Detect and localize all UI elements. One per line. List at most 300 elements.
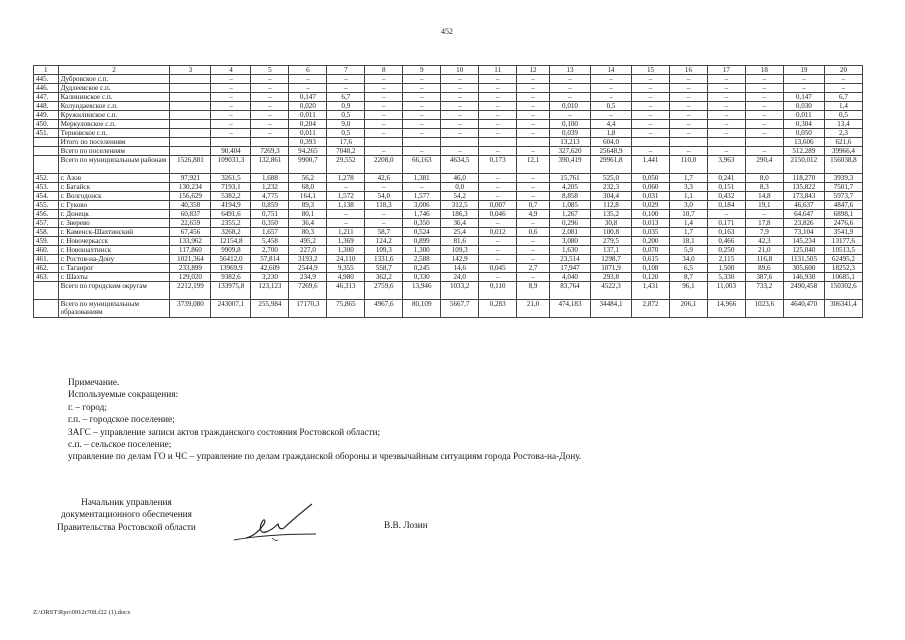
signatory-position-line: Правительства Ростовской области [57,522,196,533]
column-header: 12 [517,66,550,75]
table-cell: – [549,75,590,84]
table-cell: 1071,9 [591,264,632,273]
table-cell: – [365,120,403,129]
table-cell: – [251,93,289,102]
table-cell: 22,659 [170,219,211,228]
table-cell: 58,7 [365,228,403,237]
row-name: г. Шахты [58,273,170,282]
table-cell: 89,3 [289,201,327,210]
table-cell: – [289,75,327,84]
table-cell [170,120,211,129]
table-cell: – [327,75,365,84]
table-cell: 0,050 [632,174,670,183]
column-header: 17 [707,66,745,75]
table-cell: – [479,192,517,201]
table-cell [211,138,251,147]
table-cell: 1,267 [549,210,590,219]
table-cell: 305,600 [783,264,824,273]
table-cell: 0,050 [783,129,824,138]
table-cell: 0,5 [824,111,862,120]
table-row [34,138,863,147]
table-cell: – [211,75,251,84]
table-cell: – [251,84,289,93]
table-cell: – [783,84,824,93]
table-cell: 156,629 [170,192,211,201]
table-cell: – [745,93,783,102]
table-cell: – [479,75,517,84]
table-cell: – [591,111,632,120]
table-cell: 2476,6 [824,219,862,228]
table-cell: – [669,93,707,102]
table-cell: 0,5 [591,102,632,111]
table-cell: 7501,7 [824,183,862,192]
table-cell: 206,1 [669,300,707,318]
table-cell: – [211,129,251,138]
table-cell: 293,8 [591,273,632,282]
table-cell: – [441,102,479,111]
table-cell: 9382,6 [211,273,251,282]
table-cell: 24,110 [327,255,365,264]
row-name: г. Зверево [58,219,170,228]
row-name: г. Азов [58,174,170,183]
signatory-position-line: документационного обеспечения [60,510,192,521]
table-cell: 109031,3 [211,156,251,174]
table-cell: 6491,6 [211,210,251,219]
table-cell: 0,010 [549,102,590,111]
table-cell: 0,011 [783,111,824,120]
table-cell: 4967,6 [365,300,403,318]
table-cell: 312,5 [441,201,479,210]
table-cell: 512,289 [783,147,824,156]
table-cell: 23,514 [549,255,590,264]
table-cell: – [251,75,289,84]
table-cell: 0,070 [632,246,670,255]
table-cell: 0,5 [327,111,365,120]
table-cell: 133975,8 [211,282,251,300]
note-line: г. – город; [68,402,107,413]
table-cell: 54,2 [441,192,479,201]
table-cell: 42,6 [365,174,403,183]
table-cell: 0,0 [441,183,479,192]
table-cell [170,147,211,156]
note-line: с.п. – сельское поселение; [68,440,172,451]
table-cell: – [403,147,441,156]
column-header: 3 [170,66,211,75]
table-cell: 0,039 [549,129,590,138]
row-number: 455. [34,201,59,210]
row-name: Итого по поселениям [58,138,170,147]
table-cell: – [403,120,441,129]
table-cell: 1,688 [251,174,289,183]
table-cell: – [479,111,517,120]
table-cell: 0,012 [479,228,517,237]
table-cell: 4634,5 [441,156,479,174]
table-cell: – [327,183,365,192]
table-cell [170,93,211,102]
row-number: 448. [34,102,59,111]
table-cell: 4640,470 [783,300,824,318]
table-cell: 3261,5 [211,174,251,183]
table-cell: 130,234 [170,183,211,192]
table-cell: 81,6 [441,237,479,246]
table-cell: – [745,102,783,111]
table-cell: 18,1 [669,237,707,246]
row-number: 453. [34,183,59,192]
table-cell: 0,013 [632,219,670,228]
table-cell: 90,404 [211,147,251,156]
table-cell: 2759,6 [365,282,403,300]
table-cell [517,138,550,147]
column-header: 20 [824,66,862,75]
table-cell: 0,035 [632,228,670,237]
table-cell: 0,350 [251,219,289,228]
handwritten-signature [226,500,336,555]
table-cell: 66,163 [403,156,441,174]
table-cell [170,138,211,147]
table-cell: 14,966 [707,300,745,318]
file-path: Z:\ORST\Rpo\0912r708.f22 (1).docx [33,609,131,616]
table-row [34,192,863,201]
table-cell: – [707,111,745,120]
note-line: Примечание. [68,378,120,388]
table-cell: – [824,75,862,84]
table-cell: 2355,2 [211,219,251,228]
table-cell: 0,751 [251,210,289,219]
table-cell: 110,0 [669,156,707,174]
table-cell: 1,138 [327,201,365,210]
table-cell: 0,5 [327,129,365,138]
table-cell: 83,764 [549,282,590,300]
table-cell: 29961,8 [591,156,632,174]
table-cell: – [745,147,783,156]
table-cell: 80,109 [403,300,441,318]
table-cell: 0,046 [479,210,517,219]
table-cell: 46,313 [327,282,365,300]
notes-block [68,377,581,464]
table-cell: 13969,9 [211,264,251,273]
table-cell: – [632,147,670,156]
table-cell: 0,200 [632,237,670,246]
table-cell: 0,184 [707,201,745,210]
table-cell: 1,1 [669,192,707,201]
table-cell: 1,085 [549,201,590,210]
table-cell: 243007,1 [211,300,251,318]
table-cell: – [517,120,550,129]
table-cell: 5382,2 [211,192,251,201]
table-cell: – [632,93,670,102]
table-row [34,102,863,111]
table-cell: 116,8 [745,255,783,264]
table-cell: 13177,6 [824,237,862,246]
table-cell: 1,300 [403,246,441,255]
table-cell: 5,330 [707,273,745,282]
table-cell: 1526,881 [170,156,211,174]
table-cell: – [707,84,745,93]
table-cell: – [549,84,590,93]
row-name: Всего по поселениям [58,147,170,156]
table-cell: 1131,505 [783,255,824,264]
table-cell: 4847,6 [824,201,862,210]
table-cell: 3541,9 [824,228,862,237]
row-number: 451. [34,129,59,138]
table-cell: 234,9 [289,273,327,282]
table-cell: – [365,111,403,120]
table-cell: 10,7 [669,210,707,219]
table-cell: – [441,129,479,138]
table-cell: 2212,199 [170,282,211,300]
table-cell: – [365,183,403,192]
table-cell: 4,9 [517,210,550,219]
table-cell: 0,147 [289,93,327,102]
row-name: г. Новочеркасск [58,237,170,246]
table-cell: – [591,75,632,84]
table-cell: 19,1 [745,201,783,210]
table-cell: 0,859 [251,201,289,210]
table-cell: 164,1 [289,192,327,201]
table-cell: 39966,4 [824,147,862,156]
table-cell: 0,330 [403,273,441,282]
table-cell: 0,031 [632,192,670,201]
table-cell: – [365,147,403,156]
column-header: 5 [251,66,289,75]
table-cell: – [479,102,517,111]
table-row [34,273,863,282]
table-cell: 255,984 [251,300,289,318]
column-header: 1 [34,66,59,75]
table-cell: 40,358 [170,201,211,210]
table-cell: 1,500 [707,264,745,273]
table-cell: 4,040 [549,273,590,282]
table-cell: – [669,147,707,156]
table-cell: – [632,84,670,93]
row-number [34,138,59,147]
table-cell: – [365,210,403,219]
table-cell: – [669,120,707,129]
table-cell: 9,0 [327,120,365,129]
table-cell: – [707,75,745,84]
table-cell: 6,5 [669,264,707,273]
table-cell: – [251,102,289,111]
table-cell: – [441,147,479,156]
page-number: 452 [441,27,453,36]
row-name: Дудлеевское с.п. [58,84,170,93]
table-cell: 25648,9 [591,147,632,156]
table-row [34,84,863,93]
table-cell: – [517,84,550,93]
row-name: г. Волгодонск [58,192,170,201]
table-cell: 3,963 [707,156,745,174]
table-cell: – [669,129,707,138]
table-row [34,264,863,273]
table-cell: 12,1 [517,156,550,174]
table-cell: 46,0 [441,174,479,183]
row-name: г. Батайск [58,183,170,192]
row-number: 447. [34,93,59,102]
table-cell: 0,393 [289,138,327,147]
table-cell: 5,458 [251,237,289,246]
table-cell: – [251,120,289,129]
table-cell: 12154,8 [211,237,251,246]
row-number: 461. [34,255,59,264]
table-cell: 279,5 [591,237,632,246]
table-row [34,156,863,174]
table-row [34,93,863,102]
table-cell: 362,2 [365,273,403,282]
table-cell: 3,3 [669,183,707,192]
table-cell: 0,245 [403,264,441,273]
table-cell: 0,120 [632,273,670,282]
table-cell: – [669,75,707,84]
table-cell: – [403,93,441,102]
table-cell: 9900,7 [289,156,327,174]
table-cell: – [745,120,783,129]
table-cell: 4194,9 [211,201,251,210]
note-line: ЗАГС – управление записи актов гражданского состояния Ростовской области; [68,427,381,438]
table-cell: 6,7 [824,93,862,102]
column-header: 19 [783,66,824,75]
row-number: 449. [34,111,59,120]
table-cell: 64,647 [783,210,824,219]
row-number: 463. [34,273,59,282]
table-cell: 8,0 [745,174,783,183]
table-cell: 525,0 [591,174,632,183]
table-row [34,120,863,129]
table-cell: – [669,102,707,111]
table-cell: 6,7 [327,93,365,102]
table-cell: 96,1 [669,282,707,300]
table-cell: 15,761 [549,174,590,183]
row-number: 456. [34,210,59,219]
table-row [34,201,863,210]
table-cell: 3,0 [669,201,707,210]
table-cell: 0,045 [479,264,517,273]
table-cell: – [365,129,403,138]
table-cell: 3,230 [251,273,289,282]
data-table-wrapper [33,65,863,318]
table-cell: 34,0 [669,255,707,264]
table-cell: 80,3 [289,228,327,237]
table-cell: – [479,255,517,264]
column-header: 14 [591,66,632,75]
row-name: г. Донецк [58,210,170,219]
row-number: 457. [34,219,59,228]
table-cell: – [403,111,441,120]
table-cell: 0,163 [707,228,745,237]
row-number: 460. [34,246,59,255]
table-cell: 2544,9 [289,264,327,273]
table-cell: – [365,102,403,111]
table-cell: 0,029 [632,201,670,210]
table-cell: 232,3 [591,183,632,192]
table-cell: 75,865 [327,300,365,318]
table-cell: 327,620 [549,147,590,156]
row-number [34,300,59,318]
column-header: 2 [58,66,170,75]
table-cell: – [517,219,550,228]
table-cell: – [211,120,251,129]
table-cell: 4,980 [327,273,365,282]
table-row [34,228,863,237]
table-cell [403,138,441,147]
table-cell: 156038,8 [824,156,862,174]
table-cell: 5667,7 [441,300,479,318]
table-cell: 1,232 [251,183,289,192]
table-cell: 89,6 [745,264,783,273]
table-cell: 1331,6 [365,255,403,264]
table-cell: 0,296 [549,219,590,228]
table-cell: 0,007 [479,201,517,210]
row-number: 445. [34,75,59,84]
table-cell: – [517,111,550,120]
table-cell: 0,100 [632,210,670,219]
row-name: г. Таганрог [58,264,170,273]
table-cell: 0,030 [783,102,824,111]
table-cell: 1298,7 [591,255,632,264]
table-cell: 1021,364 [170,255,211,264]
table-cell: 1,369 [327,237,365,246]
row-name: Меркуловское с.п. [58,120,170,129]
table-cell [707,138,745,147]
table-cell [441,138,479,147]
column-header: 4 [211,66,251,75]
table-cell: 0,7 [517,201,550,210]
table-cell: – [707,93,745,102]
table-cell: 1,441 [632,156,670,174]
row-name: Кружилинское с.п. [58,111,170,120]
data-table [33,65,863,318]
table-cell: 2,700 [251,246,289,255]
table-cell: 30,8 [591,219,632,228]
table-cell: – [707,102,745,111]
table-cell: 46,637 [783,201,824,210]
table-cell: – [707,120,745,129]
table-cell [632,138,670,147]
header-row [34,66,863,75]
table-cell: 135,822 [783,183,824,192]
table-cell: 0,060 [632,183,670,192]
table-cell: 2,3 [824,129,862,138]
column-header: 15 [632,66,670,75]
table-cell: – [517,255,550,264]
table-cell: 2150,012 [783,156,824,174]
table-cell: – [403,84,441,93]
table-cell: 733,2 [745,282,783,300]
table-cell: – [707,147,745,156]
table-cell: – [441,120,479,129]
table-cell: 2,7 [517,264,550,273]
table-cell: 21,0 [745,246,783,255]
table-cell: 1,431 [632,282,670,300]
table-cell: – [365,84,403,93]
table-cell: 1,278 [327,174,365,183]
table-cell: 390,419 [549,156,590,174]
table-cell: 0,100 [549,120,590,129]
table-cell: 0,283 [479,300,517,318]
table-cell: – [669,84,707,93]
table-row [34,282,863,300]
table-cell: 1,630 [549,246,590,255]
table-cell [170,75,211,84]
table-cell: – [745,75,783,84]
table-cell [669,138,707,147]
table-cell: 2,115 [707,255,745,264]
note-line: г.п. – городское поселение; [68,415,175,426]
table-cell: – [211,111,251,120]
table-cell: 36,4 [441,219,479,228]
table-cell: 67,456 [170,228,211,237]
row-number [34,282,59,300]
table-cell: 0,011 [289,129,327,138]
